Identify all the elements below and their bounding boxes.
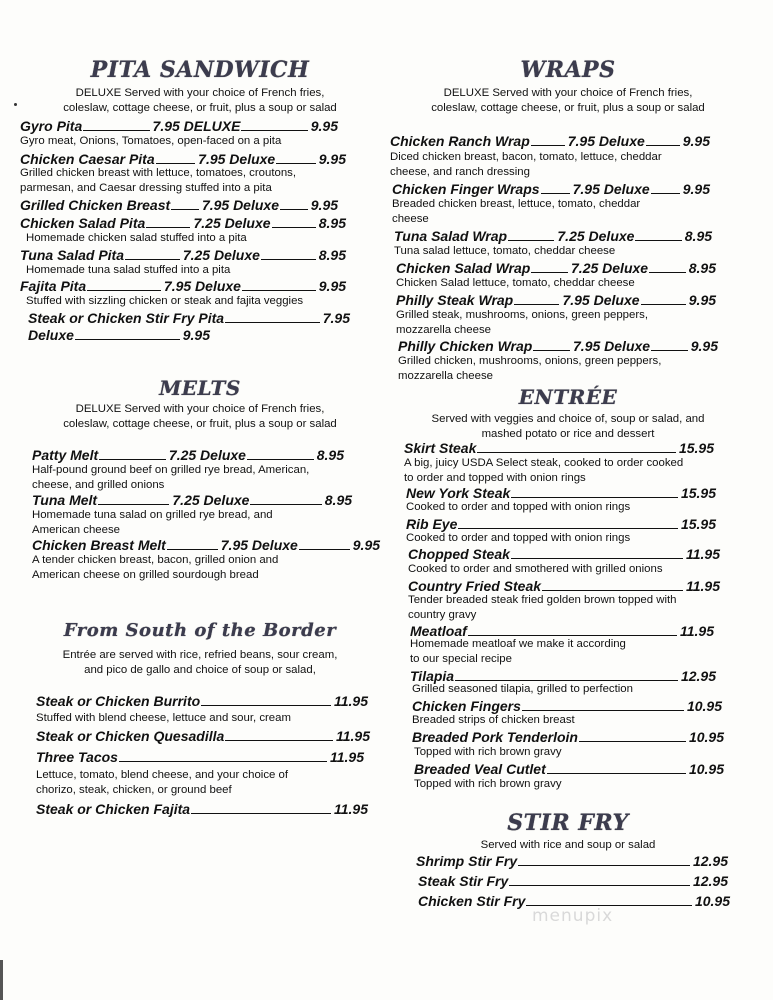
menu-item-description: Grilled chicken breast with lettuce, tomatoes, croutons, parmesan, and Caesar dressing stuffed into a pita bbox=[20, 167, 297, 194]
menu-item-description: Stuffed with sizzling chicken or steak and fajita veggies bbox=[26, 295, 304, 307]
menu-item-description: Grilled steak, mushrooms, onions, green peppers, mozzarella cheese bbox=[396, 309, 648, 336]
menu-item: Tuna Salad Pita 7.25 Deluxe 8.95 bbox=[20, 247, 346, 263]
menu-item: New York Steak 15.95 bbox=[406, 485, 716, 501]
menu-item: Tilapia 12.95 bbox=[410, 668, 716, 684]
pita-section-title: PITA SANDWICH bbox=[90, 57, 310, 83]
menu-item: Fajita Pita 7.95 Deluxe 9.95 bbox=[20, 278, 347, 294]
menu-item: Chicken Caesar Pita 7.95 Deluxe 9.95 bbox=[20, 151, 346, 167]
menu-item: Chicken Salad Pita 7.25 Deluxe 8.95 bbox=[20, 215, 346, 231]
menu-item: Patty Melt 7.25 Deluxe 8.95 bbox=[32, 447, 344, 463]
pita-section-intro: DELUXE Served with your choice of French fries, coleslaw, cottage cheese, or fruit, plus a soup or salad bbox=[63, 87, 337, 114]
menu-item-description: Cooked to order and topped with onion rings bbox=[406, 532, 631, 544]
menu-item-description: Topped with rich brown gravy bbox=[414, 778, 562, 790]
scan-dot-mark bbox=[14, 103, 17, 106]
wraps-section-title: WRAPS bbox=[520, 57, 616, 83]
menu-item-description: Cooked to order and topped with onion rings bbox=[406, 501, 631, 513]
menupix-watermark: menupix bbox=[532, 906, 614, 926]
entree-section-title: ENTRÉE bbox=[518, 385, 618, 409]
menu-item-description: Homemade tuna salad stuffed into a pita bbox=[26, 264, 231, 276]
menu-item: Rib Eye 15.95 bbox=[406, 516, 716, 532]
menu-item: Steak or Chicken Fajita 11.95 bbox=[36, 801, 368, 817]
menu-item: Tuna Melt 7.25 Deluxe 8.95 bbox=[32, 492, 353, 508]
menu-item-description: A big, juicy USDA Select steak, cooked to order cooked to order and topped with onion rings bbox=[404, 457, 684, 484]
menu-item: Meatloaf 11.95 bbox=[410, 623, 714, 639]
menu-item-description: Homemade tuna salad on grilled rye bread, and American cheese bbox=[32, 509, 273, 536]
menu-item-description: Grilled chicken, mushrooms, onions, green peppers, mozzarella cheese bbox=[398, 355, 662, 382]
stirfry-section-title: STIR FRY bbox=[507, 810, 629, 836]
menu-item-description: Tender breaded steak fried golden brown topped with country gravy bbox=[408, 594, 677, 621]
melts-section-intro: DELUXE Served with your choice of French fries, coleslaw, cottage cheese, or fruit, plus a soup or salad bbox=[63, 403, 337, 430]
menu-item: Chicken Finger Wraps 7.95 Deluxe 9.95 bbox=[392, 181, 710, 197]
menu-item-description: Diced chicken breast, bacon, tomato, lettuce, cheddar cheese, and ranch dressing bbox=[390, 151, 662, 178]
menu-item: Shrimp Stir Fry 12.95 bbox=[416, 853, 728, 869]
menu-item-description: Tuna salad lettuce, tomato, cheddar cheese bbox=[394, 245, 616, 257]
menu-item-deluxe-line: Deluxe 9.95 bbox=[28, 327, 210, 343]
entree-section-intro: Served with veggies and choice of, soup or salad, and mashed potato or rice and dessert bbox=[431, 413, 705, 440]
menu-item-description: Homemade meatloaf we make it according to our special recipe bbox=[410, 638, 626, 665]
menu-item: Chicken Salad Wrap 7.25 Deluxe 8.95 bbox=[396, 260, 716, 276]
menu-item: Breaded Veal Cutlet 10.95 bbox=[414, 761, 724, 777]
menu-item-description: Grilled seasoned tilapia, grilled to perfection bbox=[412, 683, 633, 695]
menu-item: Philly Chicken Wrap 7.95 Deluxe 9.95 bbox=[398, 338, 718, 354]
menu-item-description: Topped with rich brown gravy bbox=[414, 746, 562, 758]
border-section-title: From South of the Border bbox=[63, 620, 337, 641]
melts-section-title: MELTS bbox=[159, 376, 241, 400]
menu-item-description: Cooked to order and smothered with grilled onions bbox=[408, 563, 663, 575]
border-section-intro: Entrée are served with rice, refried beans, sour cream, and pico de gallo and choice of soup or salad, bbox=[62, 649, 338, 676]
menu-item-description: Breaded strips of chicken breast bbox=[412, 714, 575, 726]
menu-item: Chicken Stir Fry 10.95 bbox=[418, 893, 730, 909]
menu-item: Breaded Pork Tenderloin 10.95 bbox=[412, 729, 724, 745]
menu-item-description: A tender chicken breast, bacon, grilled onion and American cheese on grilled sourdough bread bbox=[32, 554, 279, 581]
menu-item: Steak or Chicken Burrito 11.95 bbox=[36, 693, 368, 709]
menu-item-description: Half-pound ground beef on grilled rye bread, American, cheese, and grilled onions bbox=[32, 464, 310, 491]
menu-item: Gyro Pita 7.95 DELUXE 9.95 bbox=[20, 118, 338, 134]
menu-item-description: Lettuce, tomato, blend cheese, and your choice of chorizo, steak, chicken, or ground beef bbox=[36, 769, 289, 796]
menu-item: Three Tacos 11.95 bbox=[36, 749, 364, 765]
menu-item-description: Stuffed with blend cheese, lettuce and sour, cream bbox=[36, 712, 291, 724]
menu-item: Steak or Chicken Stir Fry Pita 7.95 bbox=[28, 310, 350, 326]
stirfry-section-intro: Served with rice and soup or salad bbox=[480, 839, 656, 851]
menu-item: Chicken Ranch Wrap 7.95 Deluxe 9.95 bbox=[390, 133, 710, 149]
scan-edge-mark bbox=[0, 960, 3, 1000]
menu-item-description: Breaded chicken breast, lettuce, tomato, cheddar cheese bbox=[392, 198, 641, 225]
menu-item: Tuna Salad Wrap 7.25 Deluxe 8.95 bbox=[394, 228, 713, 244]
menu-item: Skirt Steak 15.95 bbox=[404, 440, 714, 456]
menu-item: Country Fried Steak 11.95 bbox=[408, 578, 720, 594]
menu-item: Chicken Fingers 10.95 bbox=[412, 698, 722, 714]
menu-item: Grilled Chicken Breast 7.95 Deluxe 9.95 bbox=[20, 197, 339, 213]
menu-item: Steak Stir Fry 12.95 bbox=[418, 873, 728, 889]
menu-item: Chicken Breast Melt 7.95 Deluxe 9.95 bbox=[32, 537, 381, 553]
menu-item: Philly Steak Wrap 7.95 Deluxe 9.95 bbox=[396, 292, 717, 308]
menu-item-description: Chicken Salad lettuce, tomato, cheddar cheese bbox=[396, 277, 635, 289]
menu-item-description: Gyro meat, Onions, Tomatoes, open-faced on a pita bbox=[20, 135, 282, 147]
menu-item: Steak or Chicken Quesadilla 11.95 bbox=[36, 728, 370, 744]
wraps-section-intro: DELUXE Served with your choice of French fries, coleslaw, cottage cheese, or fruit, plus a soup or salad bbox=[431, 87, 705, 114]
menu-item: Chopped Steak 11.95 bbox=[408, 546, 720, 562]
menu-item-description: Homemade chicken salad stuffed into a pita bbox=[26, 232, 247, 244]
